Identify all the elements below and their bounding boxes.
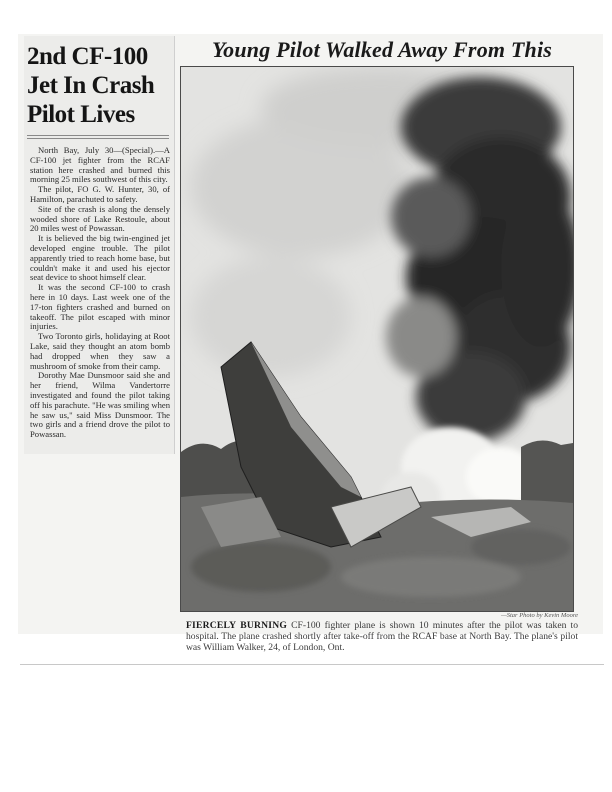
story-paragraph: It was the second CF-100 to crash here in 10 days. Last week one of the 17-ton fighters crashed and burned on takeoff. The pilot escaped with minor injuries.: [30, 282, 170, 332]
photo-caption: [186, 620, 578, 654]
story-paragraph: Dorothy Mae Dunsmoor said she and her friend, Wilma Vandertorre investigated and found the pilot taking off his parachute. "He was smiling when he saw us," said Miss Dunsmoor. The two girls and a friend drove the pilot to Powassan.: [30, 370, 170, 440]
headline-rule: [27, 135, 169, 136]
headline-line-3: Pilot Lives: [27, 101, 135, 128]
caption-lead: FIERCELY BURNING: [186, 620, 287, 631]
treeline-right: [521, 440, 573, 507]
story-paragraph: North Bay, July 30—(Special).—A CF-100 jet fighter from the RCAF station here crashed and burned this morning 25 miles southwest of this city.: [30, 145, 170, 185]
headline-line-2: Jet In Crash: [27, 72, 155, 99]
story-body: [30, 146, 170, 440]
story-paragraph: Site of the crash is along the densely wooded shore of Lake Restoule, about 20 miles west of Powassan.: [30, 203, 170, 234]
story-paragraph: Two Toronto girls, holidaying at Root Lake, said they thought an atom bomb had dropped when they saw a mushroom of smoke from their camp.: [30, 331, 170, 371]
headline-rule-double: [27, 138, 169, 139]
crash-photo-illustration: [181, 67, 573, 611]
story-paragraph: The pilot, FO G. W. Hunter, 30, of Hamilton, parachuted to safety.: [30, 184, 170, 204]
headline-line-1: 2nd CF-100: [27, 43, 148, 70]
caption-text: CF-100 fighter plane is shown 10 minutes after the pilot was taken to hospital. The plane crashed shortly after take-off from the RCAF base at North Bay. The plane's pilot was William Walker, 24, of London, Ont.: [186, 620, 579, 654]
story-headline: [27, 42, 169, 129]
photo-headline: Young Pilot Walked Away From This: [211, 37, 553, 62]
clipping-bottom-edge: [20, 664, 604, 665]
story-paragraph: It is believed the big twin-engined jet developed engine trouble. The pilot apparently tried to reach home base, but couldn't make it and used his ejector seat device to shoot himself clear.: [30, 233, 170, 283]
photo-credit: —Star Photo by Kevin Moore: [500, 612, 578, 619]
crash-photo: [180, 66, 574, 612]
